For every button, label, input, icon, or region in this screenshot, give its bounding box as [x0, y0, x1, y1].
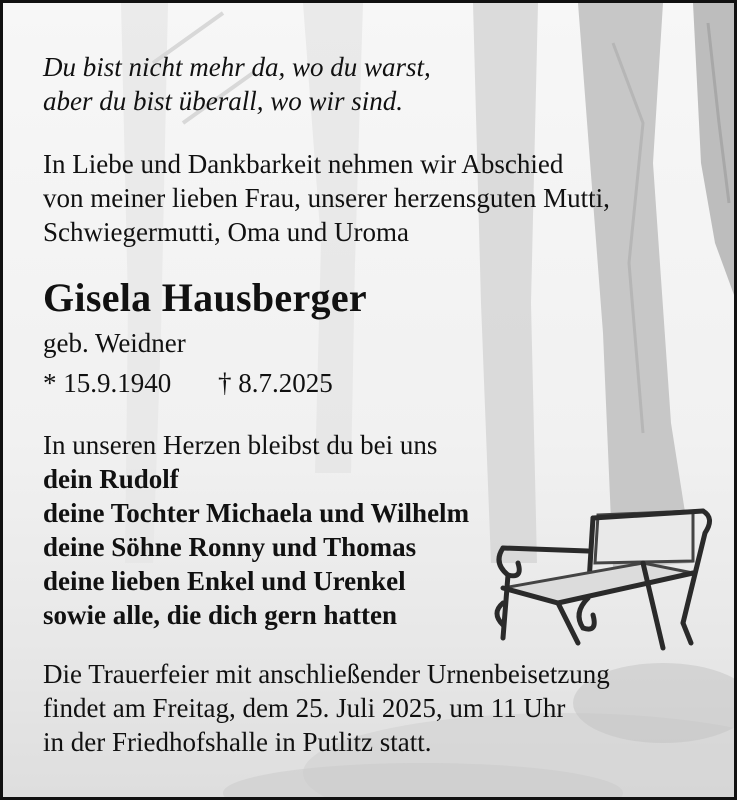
service-line-2: findet am Freitag, dem 25. Juli 2025, um 11 Uhr — [43, 693, 566, 723]
tree-trunk-right — [578, 3, 693, 568]
mourner-line: deine lieben Enkel und Urenkel — [43, 566, 406, 596]
intro-line-1: In Liebe und Dankbarkeit nehmen wir Abschied — [43, 149, 564, 179]
tree-trunk-mid — [473, 3, 538, 563]
tree-trunk-edge — [693, 3, 737, 303]
service-line-1: Die Trauerfeier mit anschließender Urnenbeisetzung — [43, 659, 610, 689]
mourner-line: dein Rudolf — [43, 464, 179, 494]
intro-line-3: Schwiegermutti, Oma und Uroma — [43, 217, 409, 247]
mourner-line: sowie alle, die dich gern hatten — [43, 600, 397, 630]
maiden-name: geb. Weidner — [43, 328, 186, 358]
mourner-line: deine Tochter Michaela und Wilhelm — [43, 498, 470, 528]
motto-line-2: aber du bist überall, wo wir sind. — [43, 86, 404, 116]
birth-date: * 15.9.1940 — [43, 368, 172, 398]
intro-line-2: von meiner lieben Frau, unserer herzensguten Mutti, — [43, 183, 610, 213]
mourner-line: deine Söhne Ronny und Thomas — [43, 532, 417, 562]
deceased-name: Gisela Hausberger — [43, 275, 367, 320]
motto-line-1: Du bist nicht mehr da, wo du warst, — [43, 52, 431, 82]
service-line-3: in der Friedhofshalle in Putlitz statt. — [43, 727, 432, 757]
mourners-intro: In unseren Herzen bleibst du bei uns — [43, 430, 438, 460]
death-date: † 8.7.2025 — [218, 368, 333, 398]
